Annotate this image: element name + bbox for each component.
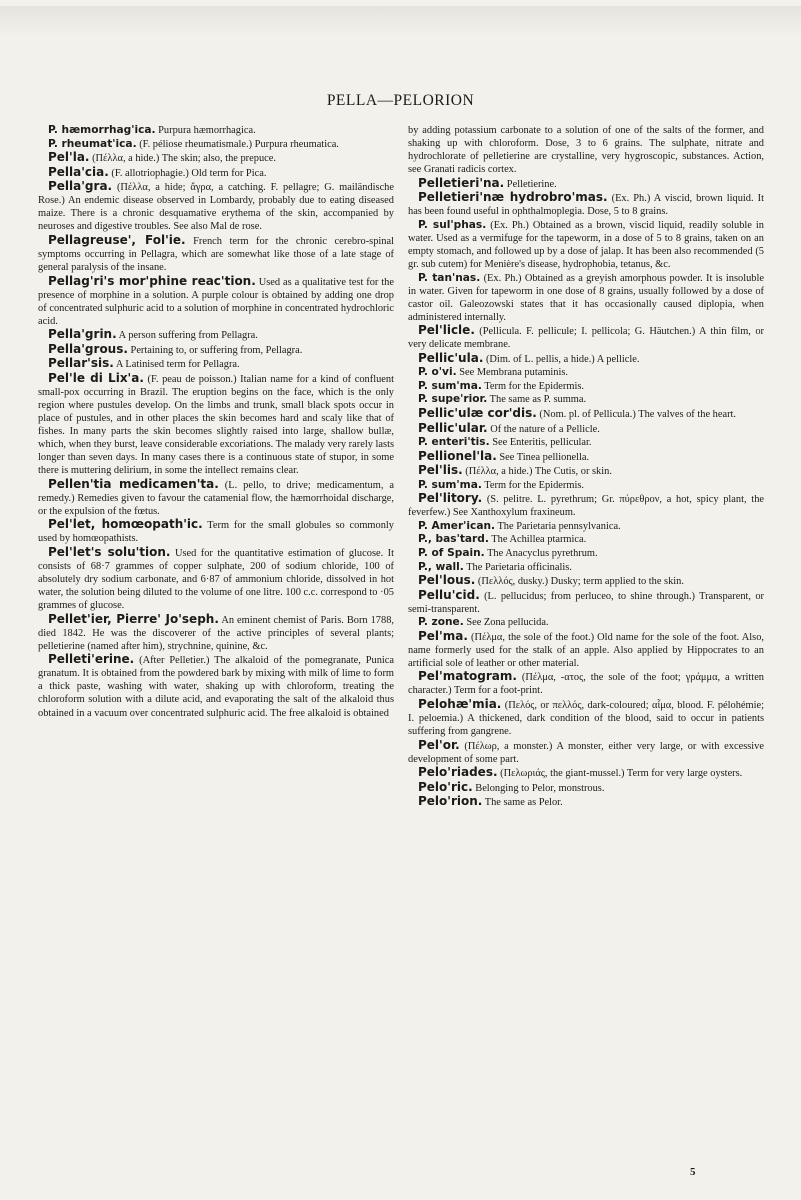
entry-headword: Pel'licle.	[418, 323, 475, 338]
left-column	[38, 124, 394, 720]
dictionary-entry	[38, 518, 394, 545]
entry-definition: (Πελωριάς, the giant-mussel.) Term for very large oysters.	[497, 768, 743, 780]
dictionary-entry	[38, 478, 394, 518]
dictionary-entry	[408, 520, 764, 533]
entry-headword: Pella'gra.	[48, 179, 113, 194]
entry-headword: Pelleti'erine.	[48, 652, 135, 667]
entry-definition: (S. pelitre. L. pyrethrum; Gr. πύρεθρον, a hot, spicy plant, the feverfew.) See Xanthoxylum fraxineum.	[408, 494, 764, 519]
dictionary-entry	[408, 492, 764, 519]
entry-headword: Pellionel'la.	[418, 448, 497, 463]
dictionary-entry	[38, 372, 394, 477]
entry-definition: Pertaining to, or suffering from, Pellagra.	[127, 344, 303, 356]
entry-headword: P. sum'ma.	[418, 478, 482, 491]
page-number: 5	[690, 1166, 696, 1178]
entry-headword: P. sum'ma.	[418, 379, 482, 392]
dictionary-entry	[408, 479, 764, 492]
entry-headword: Pellic'ular.	[418, 420, 488, 435]
entry-headword: Pellic'ulæ cor'dis.	[418, 405, 537, 420]
dictionary-entry	[408, 124, 764, 176]
entry-headword: Pellar'sis.	[48, 356, 114, 371]
entry-headword: P. o'vi.	[418, 366, 457, 379]
entry-headword: Pellu'cid.	[418, 587, 480, 602]
entry-definition: The same as Pelor.	[482, 797, 563, 809]
entry-headword: P. supe'rior.	[418, 393, 488, 406]
dictionary-entry	[408, 393, 764, 406]
entry-definition: (Πέλμα, -ατος, the sole of the foot; γράμμα, a written character.) Term for a foot-print.	[408, 672, 764, 697]
dictionary-entry	[38, 151, 394, 165]
entry-definition: See Zona pellucida.	[463, 617, 549, 629]
entry-definition: See Enteritis, pellicular.	[489, 437, 592, 449]
dictionary-entry	[38, 653, 394, 719]
entry-headword: P., wall.	[418, 560, 464, 573]
dictionary-entry	[408, 422, 764, 436]
entry-definition: Purpura hæmorrhagica.	[155, 125, 256, 136]
entry-definition: by adding potassium carbonate to a solution of one of the salts of the former, and shaking up with chloroform. Dose, 3 to 6 grains. The sulphate, nitrate and hydrochlorate of pelletierine are crystalline, very hygroscopic, substances. Action, see Granati radicis cortex.	[408, 125, 764, 176]
entry-definition: (Πελλός, dusky.) Dusky; term applied to the skin.	[475, 576, 684, 588]
dictionary-entry	[38, 180, 394, 233]
entry-definition: See Tinea pellionella.	[496, 451, 590, 463]
dictionary-entry	[38, 343, 394, 357]
entry-definition: (Πέλωρ, a monster.) A monster, either very large, or with excessive development of some part.	[408, 740, 764, 765]
entry-definition: Belonging to Pelor, monstrous.	[472, 782, 605, 794]
dictionary-entry	[38, 613, 394, 653]
entry-headword: P. Amer'ican.	[418, 519, 496, 532]
entry-definition: (Πέλλα, a hide; ἄγρα, a catching. F. pellagre; G. mailändische Rose.) An endemic disease observed in Lombardy, probably due to eating diseased maize. There is a chronic desquamative erythema of the skin, accompanied by neuroses and digestive troubles. See also Mal de rose.	[38, 182, 394, 233]
entry-definition: Used as a qualitative test for the presence of morphine in a solution. A purple colour is obtained by adding one drop of concentrated sulphuric acid to a solution of morphine in concentrated hydrochloric acid.	[38, 276, 394, 327]
entry-headword: Pelohæ'mia.	[418, 696, 502, 711]
entry-definition: (Pellicula. F. pellicule; I. pellicola; G. Häutchen.) A thin film, or very delicate membrane.	[408, 326, 764, 351]
entry-definition: (Πέλμα, the sole of the foot.) Old name for the sole of the foot. Also, name formerly used for the stalk of an apple. Also applied by Hippocrates to an artificial sole of leather or other material.	[408, 631, 764, 669]
entry-definition: (F. peau de poisson.) Italian name for a kind of confluent small-pox occurring in Brazil. The eruption begins on the face, which is the only region where pustules develop. On the limbs and trunk, small black spots occur in place of pustules, and in other places the skin becomes hard and scaly like that of fishes. In many parts the skin becomes slightly raised into large, shallow bullæ, which, when they burst, leave considerable excoriations. The malady very rarely lasts longer than seven days. In many cases there is a continuous state of stupor, in some there is muttering delirium, in some the intellect remains clear.	[38, 373, 394, 477]
entry-definition: The Parietaria pennsylvanica.	[495, 520, 621, 532]
dictionary-entry	[408, 272, 764, 324]
dictionary-entry	[408, 739, 764, 766]
entry-headword: P., bas'tard.	[418, 533, 489, 546]
entry-definition: French term for the chronic cerebro-spinal symptoms occurring in Pellagra, which are somewhat like those of a late stage of general paralysis of the insane.	[38, 235, 394, 273]
entry-headword: Pellen'tia medicamen'ta.	[48, 476, 219, 491]
scan-top-shadow	[0, 6, 801, 36]
entry-headword: Pel'matogram.	[418, 669, 517, 684]
entry-definition: (F. péliose rheumatismale.) Purpura rheumatica.	[136, 138, 339, 150]
dictionary-entry	[38, 546, 394, 612]
entry-definition: (L. pellucidus; from perluceo, to shine through.) Transparent, or semi-transparent.	[408, 590, 764, 615]
entry-definition: Of the nature of a Pellicle.	[487, 423, 600, 435]
dictionary-entry	[38, 166, 394, 180]
entry-headword: P. enteri'tis.	[418, 436, 490, 449]
entry-headword: Pelo'ric.	[418, 779, 473, 794]
dictionary-entry	[38, 234, 394, 274]
dictionary-entry	[408, 177, 764, 191]
entry-definition: (Ex. Ph.) Obtained as a greyish amorphous powder. It is insoluble in water. Given for tapeworm in one dose of 8 grains, usually followed by a dose of castor oil. Galeozowski states that it has occasionally caused diplopia, when administered internally.	[408, 272, 764, 323]
dictionary-entry	[408, 352, 764, 366]
entry-headword: Pel'let's solu'tion.	[48, 544, 171, 559]
dictionary-entry	[408, 407, 764, 421]
entry-headword: Pelo'rion.	[418, 794, 483, 809]
dictionary-entry	[408, 574, 764, 588]
entry-definition: The Anacyclus pyrethrum.	[484, 547, 598, 559]
running-head: PELLA—PELORION	[326, 92, 475, 109]
entry-definition: Term for the Epidermis.	[481, 380, 584, 392]
entry-definition: (L. pello, to drive; medicamentum, a remedy.) Remedies given to favour the catamenial flow, the hæmorrhoidal discharge, or the expulsion of the fœtus.	[38, 479, 394, 517]
entry-definition: The same as P. summa.	[487, 394, 587, 406]
entry-headword: Pelletieri'na.	[418, 175, 505, 190]
entry-headword: Pellag'ri's mor'phine reac'tion.	[48, 273, 256, 288]
entry-headword: Pel'or.	[418, 737, 460, 752]
entry-headword: P. of Spain.	[418, 546, 485, 559]
entry-definition: See Membrana putaminis.	[456, 367, 569, 379]
entry-headword: Pelletieri'næ hydrobro'mas.	[418, 190, 608, 205]
dictionary-entry	[408, 781, 764, 795]
entry-headword: Pella'cia.	[48, 164, 109, 179]
entry-definition: (F. allotriophagie.) Old term for Pica.	[108, 167, 267, 179]
entry-headword: Pel'litory.	[418, 491, 483, 506]
entry-definition: (Πελός, or πελλός, dark-coloured; αἷμα, blood. F. pélohémie; I. peloemia.) A thickened, dark condition of the blood, said to occur in patients suffering from gangrene.	[408, 699, 764, 738]
dictionary-entry	[408, 191, 764, 218]
dictionary-entry	[408, 366, 764, 379]
entry-headword: Pellagreuse', Fol'ie.	[48, 232, 186, 247]
dictionary-entry	[38, 124, 394, 137]
entry-definition: The Achillea ptarmica.	[488, 534, 587, 546]
dictionary-entry	[408, 533, 764, 546]
entry-definition: (After Pelletier.) The alkaloid of the pomegranate, Punica granatum. It is obtained from the powdered bark by mixing with milk of lime to form a thick paste, washing with water, shaking up with chloroform, treating the chloroform solution with a dilute acid, and evaporating the salt of the alkaloid thus obtained in a vacuum over concentrated sulphuric acid. The free alkaloid is obtained	[38, 655, 394, 719]
dictionary-entry	[408, 616, 764, 629]
dictionary-entry	[408, 795, 764, 809]
entry-headword: Pel'let, homœopath'ic.	[48, 517, 203, 532]
entry-headword: P. sul'phas.	[418, 218, 487, 231]
entry-definition: (Πέλλα, a hide.) The skin; also, the prepuce.	[89, 153, 276, 165]
dictionary-entry	[408, 561, 764, 574]
entry-definition: Pelletierine.	[504, 178, 557, 190]
entry-headword: P. zone.	[418, 616, 464, 629]
entry-definition: Term for the Epidermis.	[481, 479, 584, 491]
entry-definition: (Nom. pl. of Pellicula.) The valves of the heart.	[536, 408, 737, 420]
entry-headword: P. rheumat'ica.	[48, 137, 137, 150]
dictionary-entry	[408, 670, 764, 697]
dictionary-entry	[38, 275, 394, 328]
dictionary-entry	[408, 589, 764, 616]
dictionary-entry	[408, 698, 764, 738]
dictionary-entry	[408, 436, 764, 449]
dictionary-entry	[408, 219, 764, 271]
dictionary-entry	[408, 766, 764, 780]
dictionary-entry	[408, 464, 764, 478]
entry-headword: Pella'grin.	[48, 327, 117, 342]
entry-headword: Pel'la.	[48, 150, 90, 165]
dictionary-entry	[38, 357, 394, 371]
entry-definition: An eminent chemist of Paris. Born 1788, died 1842. He was the discoverer of the active principles of several plants; pelletierine (named after him), strychnine, quinine, &c.	[38, 614, 394, 652]
entry-definition: (Ex. Ph.) Obtained as a brown, viscid liquid, readily soluble in water. Used as a vermifuge for the tapeworm, in a dose of 5 to 8 grains, taken on an empty stomach, and followed up by a dose of jalap. It has been also recommended (5 gr. sub cutem) for Menière's disease, hydrophobia, tetanus, &c.	[408, 219, 764, 270]
entry-headword: P. tan'nas.	[418, 271, 481, 284]
dictionary-entry	[38, 138, 394, 151]
entry-definition: A Latinised term for Pellagra.	[113, 359, 240, 371]
dictionary-entry	[408, 547, 764, 560]
entry-headword: Pelo'riades.	[418, 765, 498, 780]
entry-definition: A person suffering from Pellagra.	[116, 330, 258, 342]
entry-headword: Pel'lis.	[418, 463, 463, 478]
entry-headword: Pel'lous.	[418, 573, 476, 588]
entry-definition: Term for the small globules so commonly used by homœopathists.	[38, 520, 394, 545]
entry-headword: Pel'le di Lix'a.	[48, 370, 144, 385]
dictionary-entry	[408, 324, 764, 351]
entry-definition: (Πέλλα, a hide.) The Cutis, or skin.	[462, 466, 612, 478]
dictionary-entry	[408, 630, 764, 670]
dictionary-entry	[408, 450, 764, 464]
entry-definition: Used for the quantitative estimation of glucose. It consists of 68·7 grammes of copper sulphate, 200 of sodium chloride, 100 of absolutely dry sodium carbonate, and 6·87 of ammonium chloride, dissolved in hot water, the solution being diluted to the volume of one litre. 100 c.c. correspond to ·05 grammes of glucose.	[38, 547, 394, 612]
right-column	[408, 124, 764, 810]
entry-definition: (Ex. Ph.) A viscid, brown liquid. It has been found useful in ophthalmoplegia. Dose, 5 to 8 grains.	[408, 193, 764, 218]
entry-headword: Pella'grous.	[48, 341, 128, 356]
entry-headword: Pellet'ier, Pierre' Jo'seph.	[48, 611, 219, 626]
entry-headword: P. hæmorrhag'ica.	[48, 124, 156, 136]
entry-headword: Pellic'ula.	[418, 350, 484, 365]
entry-headword: Pel'ma.	[418, 628, 468, 643]
dictionary-entry	[408, 380, 764, 393]
dictionary-entry	[38, 328, 394, 342]
entry-definition: (Dim. of L. pellis, a hide.) A pellicle.	[483, 353, 640, 365]
entry-definition: The Parietaria officinalis.	[463, 561, 572, 573]
